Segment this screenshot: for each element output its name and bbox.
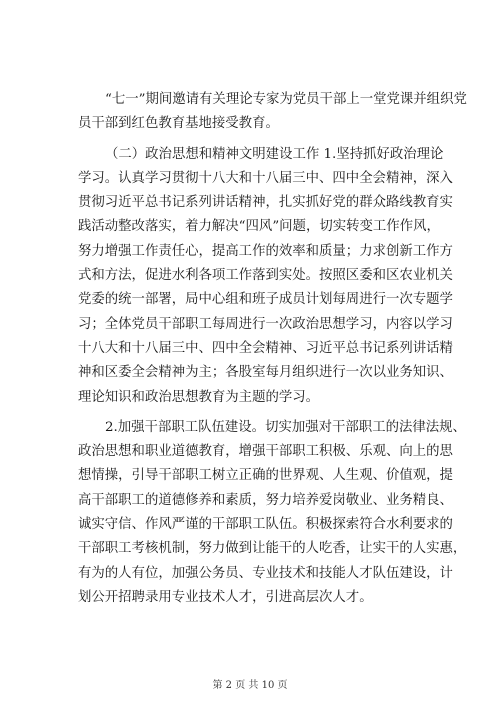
paragraph-line: 神和区委全会精神为主；各股室每月组织进行一次以业务知识、: [78, 365, 453, 381]
paragraph-line: （二）政治思想和精神文明建设工作 1.坚持抓好政治理论: [105, 146, 444, 162]
paragraph-line: 践活动整改落实，着力解决“四风”问题，切实转变工作作风，: [78, 219, 440, 235]
paragraph-line: 有为的人有位，加强公务员、专业技术和技能人才队伍建设，计: [78, 565, 453, 581]
paragraph-line: 党委的统一部署，局中心组和班子成员计划每周进行一次专题学: [78, 292, 453, 308]
paragraph-2: [78, 143, 453, 410]
paragraph-line: 高干部职工的道德修养和素质，努力培养爱岗敬业、业务精良、: [78, 492, 453, 508]
paragraph-3: [78, 416, 467, 610]
paragraph-line: 员干部到红色教育基地接受教育。: [78, 116, 279, 132]
paragraph-1: [78, 88, 467, 137]
paragraph-line: 2.加强干部职工队伍建设。切实加强对干部职工的法律法规、: [105, 419, 466, 435]
paragraph-line: 习；全体党员干部职工每周进行一次政治思想学习，内容以学习: [78, 316, 453, 332]
page-number-footer: 第 2 页 共 10 页: [212, 680, 288, 691]
paragraph-line: 十八大和十八届三中、四中全会精神、习近平总书记系列讲话精: [78, 340, 453, 356]
paragraph-line: 式和方法，促进水利各项工作落到实处。按照区委和区农业机关: [78, 268, 453, 284]
paragraph-line: “七一”期间邀请有关理论专家为党员干部上一堂党课并组织党: [105, 92, 467, 107]
paragraph-line: 努力增强工作责任心，提高工作的效率和质量；力求创新工作方: [78, 243, 453, 259]
paragraph-line: 想情操，引导干部职工树立正确的世界观、人生观、价值观，提: [78, 468, 453, 484]
paragraph-line: 划公开招聘录用专业技术人才，引进高层次人才。: [78, 589, 373, 605]
paragraph-line: 政治思想和职业道德教育，增强干部职工积极、乐观、向上的思: [78, 444, 453, 460]
paragraph-line: 诚实守信、作风严谨的干部职工队伍。积极探索符合水利要求的: [78, 517, 453, 533]
paragraph-line: 贯彻习近平总书记系列讲话精神，扎实抓好党的群众路线教育实: [78, 195, 453, 211]
paragraph-line: 理论知识和政治思想教育为主题的学习。: [78, 389, 320, 405]
document-body: [78, 88, 467, 610]
paragraph-line: 干部职工考核机制，努力做到让能干的人吃香，让实干的人实惠，: [78, 541, 467, 557]
paragraph-line: 学习。认真学习贯彻十八大和十八届三中、四中全会精神，深入: [78, 170, 453, 186]
